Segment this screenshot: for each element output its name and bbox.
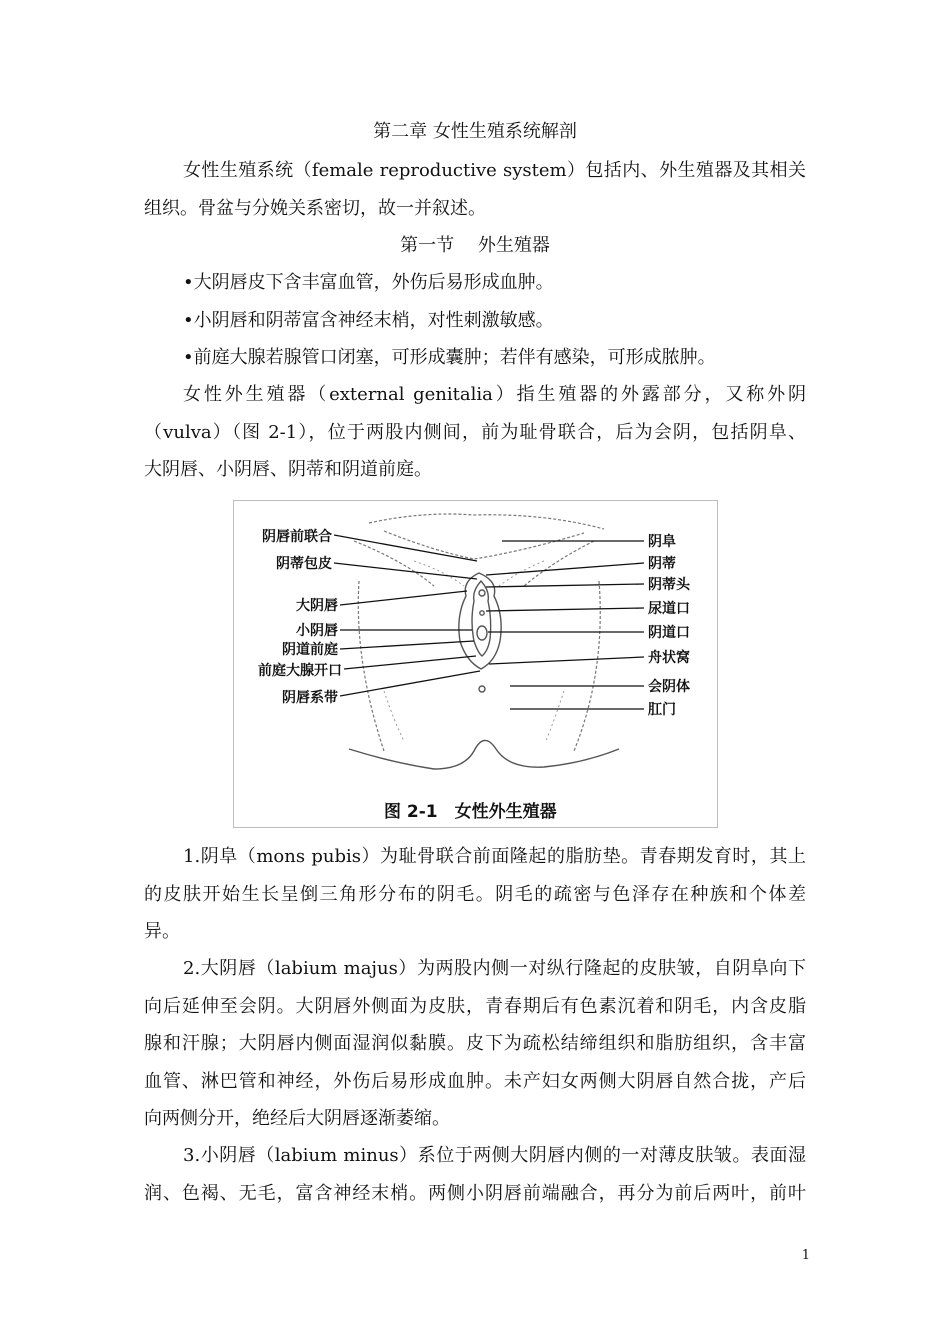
item1-line-2: 的皮肤开始生长呈倒三角形分布的阴毛。阴毛的疏密与色泽存在种族和个体差 (144, 884, 806, 905)
label-labia-majora: 大阴唇 (296, 598, 338, 614)
item2-line-5: 向两侧分开，绝经后大阴唇逐渐萎缩。 (144, 1108, 450, 1129)
section-title: 第一节 外生殖器 (400, 235, 550, 256)
bullet-item: •小阴唇和阴蒂富含神经末梢，对性刺激敏感。 (183, 310, 554, 331)
item3-line-1: 3.小阴唇（labium minus）系位于两侧大阴唇内侧的一对薄皮肤皱。表面湿 (183, 1145, 806, 1166)
bullet-item: •大阴唇皮下含丰富血管，外伤后易形成血肿。 (183, 272, 554, 293)
item2-line-3: 腺和汗腺；大阴唇内侧面湿润似黏膜。皮下为疏松结缔组织和脂肪组织，含丰富 (144, 1033, 806, 1054)
label-clitoris: 阴蒂 (648, 556, 676, 572)
item2-line-2: 向后延伸至会阴。大阴唇外侧面为皮肤，青春期后有色素沉着和阴毛，内含皮脂 (144, 996, 806, 1017)
vulva-para-line-2: （vulva）（图 2-1），位于两股内侧间，前为耻骨联合，后为会阴，包括阴阜、 (144, 422, 806, 443)
label-greater-vestibular-gland-opening: 前庭大腺开口 (258, 663, 342, 679)
label-fossa-navicularis: 舟状窝 (648, 650, 690, 666)
label-vaginal-orifice: 阴道口 (648, 625, 690, 641)
label-clitoral-hood: 阴蒂包皮 (276, 556, 332, 572)
figure-external-genitalia (233, 500, 718, 828)
anatomy-diagram (234, 501, 717, 827)
item3-line-2: 润、色褐、无毛，富含神经末梢。两侧小阴唇前端融合，再分为前后两叶，前叶 (144, 1183, 806, 1204)
figure-caption: 图 2-1 女性外生殖器 (384, 802, 557, 822)
label-glans-clitoris: 阴蒂头 (648, 577, 690, 593)
label-urethral-orifice: 尿道口 (648, 601, 690, 617)
vulva-para-line-1: 女性外生殖器（external genitalia）指生殖器的外露部分，又称外阴 (183, 384, 806, 405)
item2-line-1: 2.大阴唇（labium majus）为两股内侧一对纵行隆起的皮肤皱，自阴阜向下 (183, 958, 806, 979)
item1-line-1: 1.阴阜（mons pubis）为耻骨联合前面隆起的脂肪垫。青春期发育时，其上 (183, 846, 806, 867)
label-anus: 肛门 (648, 702, 676, 718)
chapter-title: 第二章 女性生殖系统解剖 (373, 121, 577, 142)
item1-line-3: 异。 (144, 921, 180, 942)
label-frenulum-labiorum: 阴唇系带 (282, 690, 338, 706)
bullet-item: •前庭大腺若腺管口闭塞，可形成囊肿；若伴有感染，可形成脓肿。 (183, 347, 716, 368)
vulva-para-line-3: 大阴唇、小阴唇、阴蒂和阴道前庭。 (144, 459, 432, 480)
intro-line-1: 女性生殖系统（female reproductive system）包括内、外生殖器及其相关 (183, 160, 806, 181)
label-mons-pubis: 阴阜 (648, 534, 676, 550)
item2-line-4: 血管、淋巴管和神经，外伤后易形成血肿。未产妇女两侧大阴唇自然合拢，产后 (144, 1071, 806, 1092)
page-number: 1 (801, 1248, 810, 1263)
label-vaginal-vestibule: 阴道前庭 (282, 642, 338, 658)
label-labia-minora: 小阴唇 (296, 623, 338, 639)
label-perineal-body: 会阴体 (648, 679, 690, 695)
intro-line-2: 组织。骨盆与分娩关系密切，故一并叙述。 (144, 198, 486, 219)
label-anterior-labial-commissure: 阴唇前联合 (262, 529, 332, 545)
